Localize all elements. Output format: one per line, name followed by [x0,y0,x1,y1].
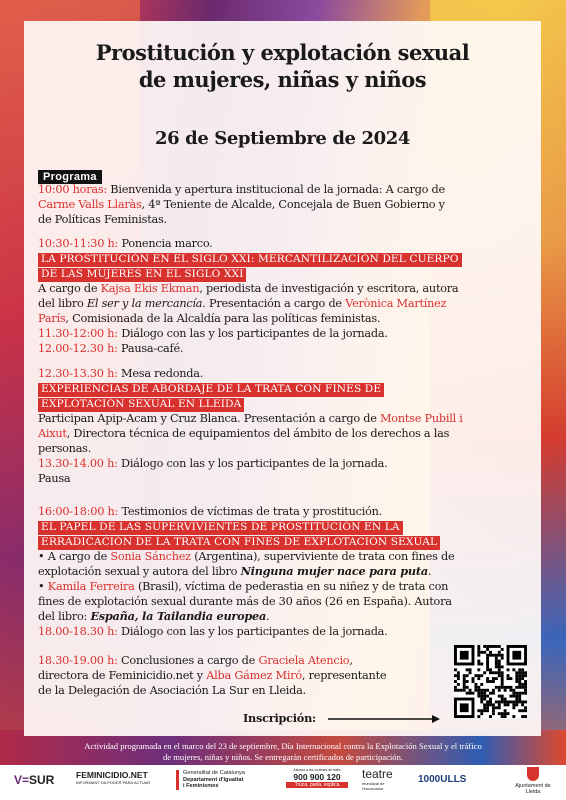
session-text: Mesa redonda. [117,367,204,380]
feminicidio-logo: FEMINICIDIO.NET INFORMANT DA PODER PARA ACTUAR [76,770,151,785]
arrow-right-icon [328,715,440,723]
session-text: Pausa [38,472,71,485]
title-line-2: de mujeres, niñas y niños [138,67,427,92]
session-text: (Argentina), superviviente de trata con fines de [190,550,455,563]
session-time: 10:00 horas: [38,183,107,196]
session-time: 10:30-11:30 h: [38,237,119,250]
session-text: . Presentación a cargo de [202,297,346,310]
session-text: (Brasil), víctima de pederastia en su niñez y de trata con [134,580,449,593]
session-text: de Políticas Feministas. [38,213,167,226]
session-text: , [349,654,353,667]
session-text: , periodista de investigación y escritora, autora [199,282,459,295]
session-text: . [427,565,432,578]
registration-qr-code[interactable] [454,645,527,718]
session-text: Diálogo con las y los participantes de la jornada. [117,327,388,340]
session-text: del libro [38,297,87,310]
session-opening [38,182,534,227]
session-text: A cargo de [38,282,101,295]
session-text: • A cargo de [38,550,111,563]
keynote-title-band: LA PROSTITUCIÓN EN EL SIGLO XXI: MERCANTILIZACIÓN DEL CUERPO [38,253,462,267]
session-text: . [266,610,270,623]
presenter-name: Aixut [38,427,67,440]
session-text: de la Delegación de Asociación La Sur en Lleida. [38,684,306,697]
session-time: 18.30-19.00 h: [38,654,118,667]
footnote-line: de mujeres, niñas y niños. Se entregarán certificados de participación. [162,752,404,762]
session-text: del libro: [38,610,91,623]
la-sur-logo: V=SUR [14,773,55,787]
ajuntament-logo: Ajuntament de Lleida [508,767,558,795]
sponsor-logos [0,765,566,800]
session-time: 12.00-12.30 h: [38,342,118,355]
program-label: Programa [38,170,102,184]
session-time: 16:00-18:00 h: [38,505,119,518]
title-line-1: Prostitución y explotación sexual [95,40,470,65]
keynote-title-band: DE LAS MUJERES EN EL SIGLO XXI [38,268,246,282]
speaker-name: Graciela Atencio [258,654,350,667]
session-keynote [38,236,534,356]
book-title: El ser y la mercancía [86,297,203,310]
testimonies-title-band: ERRADICACIÓN DE LA TRATA CON FINES DE EXPLOTACIÓN SEXUAL [38,536,440,550]
session-text: Diálogo con las y los participantes de la jornada. [117,457,388,470]
generalitat-logo: Generalitat de Catalunya Departament d'Igualtat i Feminismes [176,770,245,790]
session-text: fines de explotación sexual durante más de 30 años (26 en España). Autora [38,595,452,608]
book-title: España, la Tailandia europea [90,609,267,623]
session-text: , Comisionada de la Alcaldía para las políticas feministas. [65,312,381,325]
session-testimonies [38,504,534,639]
helpline-logo: Atenció a les víctimes de tràfic 900 900 120 Truca, parla, explica [286,768,348,788]
session-text: , Directora técnica de equipamientos del ámbito de los derechos a las [66,427,450,440]
1000ulls-logo: 1000ULLS [418,774,467,785]
session-text: • [38,580,48,593]
roundtable-title-band: EXPLOTACIÓN SEXUAL EN LLEIDA [38,398,244,412]
session-text: Ponencia marco. [118,237,213,250]
presenter-name: París [38,312,66,325]
session-text: Conclusiones a cargo de [117,654,259,667]
session-text: explotación sexual y autora del libro [38,565,241,578]
session-text: , representante [301,669,387,682]
speaker-name: Alba Gámez Miró [206,669,302,682]
session-text: , 4ª Teniente de Alcalde, Concejala de Buen Gobierno y [141,198,445,211]
speaker-name: Sonia Sánchez [110,550,191,563]
footnote-line: Actividad programada en el marco del 23 de septiembre, Día Internacional contra la Explotación Sexual y el tráfico [84,741,482,751]
testimonies-title-band: EL PAPEL DE LAS SUPERVIVIENTES DE PROSTITUCIÓN EN LA [38,521,403,535]
session-roundtable [38,366,534,486]
session-text: Testimonios de víctimas de trata y prostitución. [118,505,382,518]
event-date: 26 de Septiembre de 2024 [155,128,410,149]
session-text: Diálogo con las y los participantes de la jornada. [117,625,388,638]
session-text: Pausa-café. [117,342,184,355]
presenter-name: Verònica Martínez [345,297,447,310]
session-conclusions [38,653,448,698]
teatre-logo: teatre municipal de l'escorxador [362,767,393,791]
speaker-name: Kamila Ferreira [47,580,135,593]
program-panel [24,21,541,736]
session-text: Participan Apip-Acam y Cruz Blanca. Presentación a cargo de [38,412,380,425]
session-text: Bienvenida y apertura institucional de la jornada: A cargo de [106,183,445,196]
session-text: personas. [38,442,92,455]
coat-of-arms-icon [527,767,539,781]
presenter-name: Montse Pubill i [379,412,463,425]
registration-label: Inscripción: [243,711,316,725]
footnote [0,741,566,763]
session-time: 11.30-12:00 h: [38,327,118,340]
session-time: 13.30-14.00 h: [38,457,118,470]
book-title: Ninguna mujer nace para puta [240,564,428,578]
session-time: 18.00-18.30 h: [38,625,118,638]
speaker-name: Kajsa Ekis Ekman [100,282,200,295]
session-text: directora de Feminicidio.net y [38,669,207,682]
roundtable-title-band: EXPERIENCIAS DE ABORDAJE DE LA TRATA CON FINES DE [38,383,384,397]
speaker-name: Carme Valls Llaràs [38,198,142,211]
session-time: 12.30-13.30 h: [38,367,118,380]
